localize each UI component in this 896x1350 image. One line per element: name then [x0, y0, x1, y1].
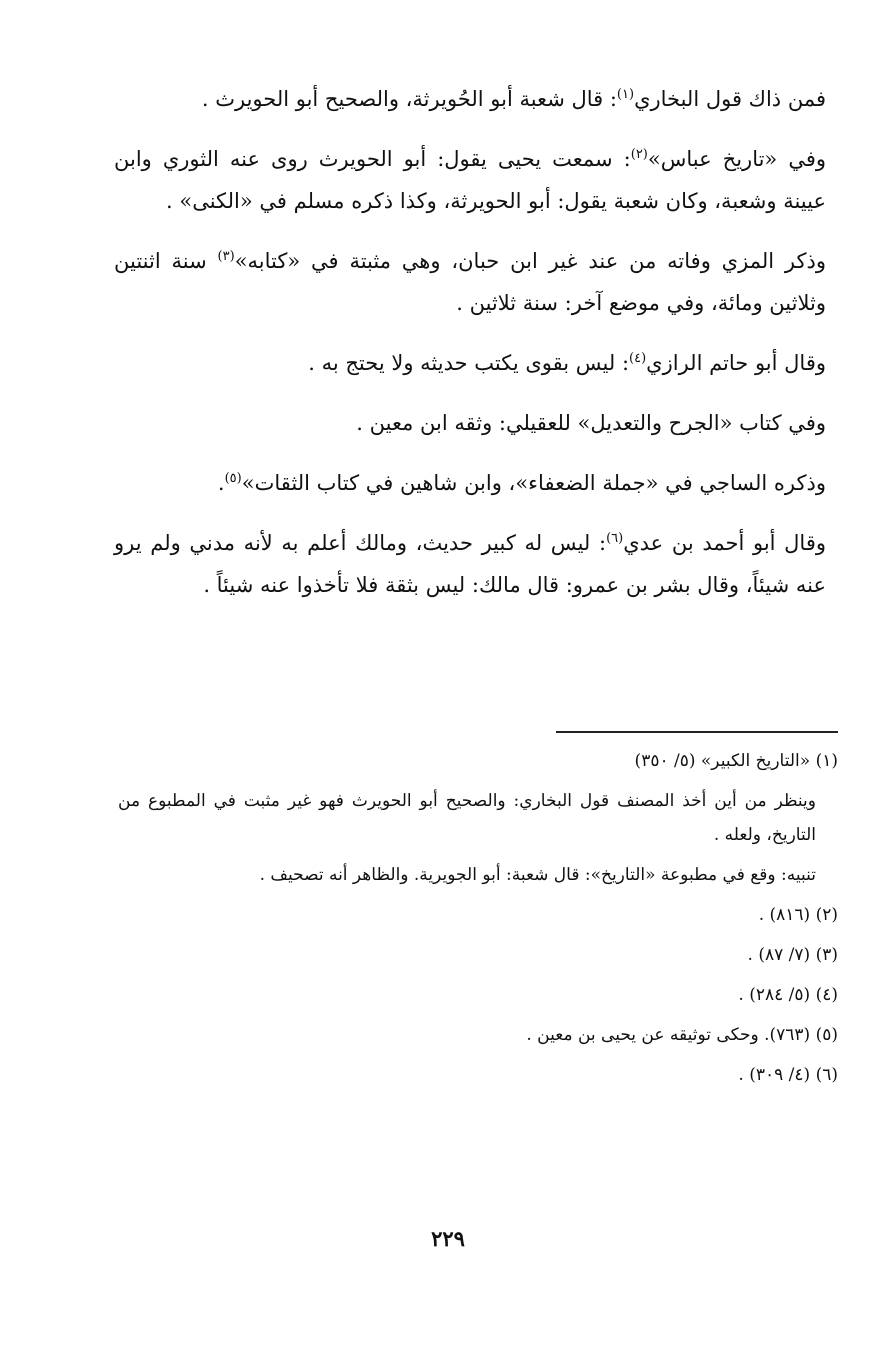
paragraph-4 — [114, 342, 826, 384]
footnote-1-continuation: وينظر من أين أخذ المصنف قول البخاري: والصحيح أبو الحويرث فهو غير مثبت في المطبوع من التاريخ، ولعله . — [118, 791, 816, 845]
paragraph-3 — [114, 240, 826, 324]
footnote-divider — [556, 731, 838, 733]
paragraph-text: وقال أبو أحمد بن عدي — [623, 531, 826, 555]
footnote-2: (٢) (٨١٦) . — [758, 905, 838, 925]
page-number: ٢٢٩ — [431, 1226, 465, 1251]
footnote-4: (٤) (٥/ ٢٨٤) . — [738, 985, 838, 1005]
paragraph-5 — [114, 402, 826, 444]
paragraph-2 — [114, 138, 826, 222]
footnote-6: (٦) (٤/ ٣٠٩) . — [738, 1065, 838, 1085]
paragraph-text: : قال شعبة أبو الحُويرثة، والصحيح أبو الحويرث . — [201, 87, 617, 111]
footnote-ref-2[interactable]: (٢) — [630, 147, 648, 162]
footnote-3: (٣) (٧/ ٨٧) . — [747, 945, 838, 965]
paragraph-1 — [114, 78, 826, 120]
footnote-ref-6[interactable]: (٦) — [606, 531, 624, 546]
footnote-ref-5[interactable]: (٥) — [224, 471, 242, 486]
paragraph-7 — [114, 522, 826, 606]
paragraph-text: وذكره الساجي في «جملة الضعفاء»، وابن شاهين في كتاب الثقات» — [241, 471, 826, 495]
paragraph-text: سنة اثنتين وثلاثين ومائة، وفي موضع آخر: سنة ثلاثين . — [114, 249, 826, 315]
footnote-ref-1[interactable]: (١) — [616, 87, 635, 102]
paragraph-text: . — [217, 471, 225, 495]
footnote-5: (٥) (٧٦٣). وحكى توثيقه عن يحيى بن معين . — [526, 1025, 838, 1045]
main-text — [114, 78, 826, 624]
paragraph-text: وقال أبو حاتم الرازي — [646, 351, 826, 375]
paragraph-6 — [114, 462, 826, 504]
footnote-1: (١) «التاريخ الكبير» (٥/ ٣٥٠) — [634, 751, 838, 771]
paragraph-text: : ليس بقوى يكتب حديثه ولا يحتج به . — [308, 351, 630, 375]
paragraph-text: وفي كتاب «الجرح والتعديل» للعقيلي: وثقه ابن معين . — [356, 411, 826, 435]
footnote-ref-4[interactable]: (٤) — [629, 351, 647, 366]
paragraph-text: فمن ذاك قول البخاري — [634, 87, 826, 111]
paragraph-text: : سمعت يحيى يقول: أبو الحويرث روى عنه الثوري وابن عيينة وشعبة، وكان شعبة يقول: أبو الحويرثة، وكذا ذكره مسلم في «الكنى» . — [114, 147, 826, 213]
paragraph-text: : ليس له كبير حديث، ومالك أعلم به لأنه مدني ولم يرو عنه شيئاً، وقال بشر بن عمرو: قال مالك: ليس بثقة فلا تأخذوا عنه شيئاً . — [114, 531, 826, 597]
footnote-ref-3[interactable]: (٣) — [217, 249, 235, 264]
paragraph-text: وذكر المزي وفاته من عند غير ابن حبان، وهي مثبتة في «كتابه» — [234, 249, 826, 273]
paragraph-text: وفي «تاريخ عباس» — [647, 147, 826, 171]
footnotes — [118, 744, 838, 1098]
footnote-1-note: تنبيه: وقع في مطبوعة «التاريخ»: قال شعبة: أبو الجويرية. والظاهر أنه تصحيف . — [259, 865, 816, 885]
